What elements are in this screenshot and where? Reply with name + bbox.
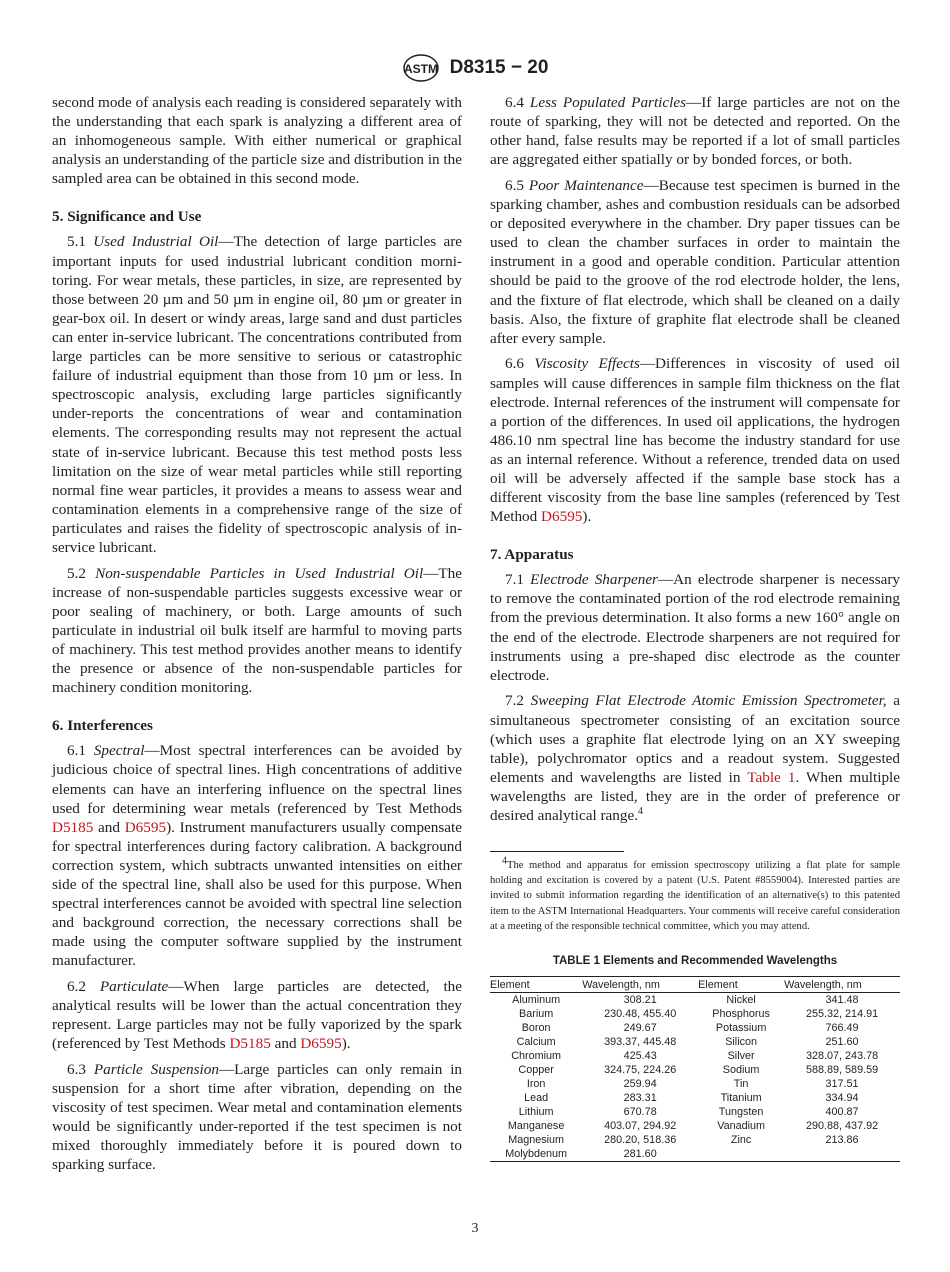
wavelength-cell: 670.78 xyxy=(623,1106,657,1119)
footnote-divider xyxy=(490,851,624,852)
wavelength-cell xyxy=(784,1147,900,1162)
paragraph-text: The detection of large particles are important inputs for used industrial lubricant condition morni-toring. For wear metals, these particles, in size, are represented by those between 20 µm and 50 µm in engine oil, 80 µm or greater in gear-box oil. In desert or windy areas, large sand and dust particles can enter in-service lubricant. The concentrations contributed from large particles can be more sensitive to serious or catastrophic failure of industrial equipment than those from 10 µm or less. In spectroscopic analysis, excluding large particles significantly under-reports the concentrations of wear and contamination elements. The corresponding results may not represent the actual state of in-service lubricant. Because this test method posts less limitation on the size of wear metal particles while still reporting normal fine wear particles, it provides a means to assess wear and contamination elements in a comprehensive range of the size of particulates and raises the fidelity of spectroscopic analysis of in-service lubricant. xyxy=(52,233,462,556)
wavelength-cell: 403.07, 294.92 xyxy=(604,1120,677,1133)
element-cell: Phosphorus xyxy=(712,1008,770,1021)
paragraph-number: 6.3 xyxy=(67,1061,86,1078)
table-row xyxy=(490,1035,900,1049)
paragraph-text: second mode of analysis each reading is considered separately with the understanding that each spark is analyzing a different area of an inhomogeneous sample. With either numerical or graphical analysis an understanding of the particle size and distribution in the sampled area can be obtained in this second mode. xyxy=(52,94,462,188)
paragraph-number: 6.1 xyxy=(67,742,86,760)
column-header: Wavelength, nm xyxy=(784,977,900,993)
element-cell: Tin xyxy=(733,1078,749,1091)
astm-logo-icon xyxy=(402,53,440,83)
wavelength-cell: 255.32, 214.91 xyxy=(806,1008,879,1021)
paragraph-title: Poor Maintenance xyxy=(528,176,644,194)
element-cell: Titanium xyxy=(720,1092,762,1105)
table-row xyxy=(490,1049,900,1063)
wavelength-cell: 324.75, 224.26 xyxy=(604,1064,677,1077)
paragraph-text: ). xyxy=(582,508,592,526)
table-row xyxy=(490,1147,900,1162)
table-row xyxy=(490,1077,900,1091)
wavelength-cell: 317.51 xyxy=(825,1078,859,1091)
paragraph-number: 6.2 xyxy=(67,978,86,996)
paragraph-text: An electrode sharpener is necessary to remove the contaminated portion of the rod electrode remaining from the previous determination. It also forms a new 160° angle on the end of the electrode. Electrode sharpeners are not required for instruments using a pre-shaped disc electrode as the counter electrode. xyxy=(490,571,901,684)
table-row xyxy=(490,1007,900,1021)
element-cell: Silicon xyxy=(725,1036,758,1049)
wavelength-cell: 393.37, 445.48 xyxy=(604,1036,677,1049)
wavelength-cell: 251.60 xyxy=(825,1036,859,1049)
table-row xyxy=(490,1063,900,1077)
paragraph-text: If large particles are not on the route of sparking, they will not be detected and reported. On the other hand, false results may be reported if a lot of small particles are aggregated either spatially or by bonded forces, or both. xyxy=(490,94,900,169)
wavelength-cell: 259.94 xyxy=(623,1078,657,1091)
paragraph-title: Particle Suspension xyxy=(93,1061,219,1078)
left-column xyxy=(52,93,462,1181)
reference-link[interactable]: D5185 xyxy=(229,1035,271,1053)
paragraph-text: The increase of non-suspendable particles suggests excessive wear or poor sealing of machinery, or both. Large amounts of such particulate in industrial oil bulk itself are harmful to moving parts of machinery. This test method provides another means to identify the presence or absence of the non-suspendable particles for machinery condition monitoring. xyxy=(52,564,462,697)
paragraph-number: 7.1 xyxy=(505,571,524,589)
paragraph-text: and xyxy=(93,818,125,836)
paragraph-text: Large particles can only remain in suspension for a short time after vibration, depending on the viscosity of test specimen. Wear metal and contamination elements would be significantly under-reported if the test specimen is not mixed thoroughly immediately before it is poured down to sparking surface. xyxy=(52,1061,463,1174)
element-cell xyxy=(698,1147,784,1162)
paragraph-title: Viscosity Effects xyxy=(534,355,640,373)
wavelength-cell: 290.88, 437.92 xyxy=(806,1120,879,1133)
paragraph: 6.5 Poor Maintenance—Because test specimen is burned in the sparking chamber, ashes and combustion residuals can be adsorbed or deposited everywhere in the chamber. Dry paper tissues can be used to clean the chamber surfaces in order to maintain the instrument in a good and operable condition. Particular attention should be paid to the groove of the rod electrode holder, the lens, and the fixture of flat electrode, which shall be cleaned on a daily basis. Also, the fixture of graphite flat electrode shall be cleaned after every sample. xyxy=(490,176,900,347)
element-cell: Tungsten xyxy=(718,1106,764,1119)
element-cell: Silver xyxy=(727,1050,755,1063)
element-cell: Iron xyxy=(526,1078,546,1091)
section-heading: 7. Apparatus xyxy=(490,546,574,564)
paragraph-text: . When multiple wavelengths are listed, they are in the order of preference or desired analytical range. xyxy=(490,768,901,824)
paragraph-number: 5.1 xyxy=(67,233,86,251)
table-row xyxy=(490,1021,900,1035)
reference-link[interactable]: D6595 xyxy=(541,508,583,526)
right-column xyxy=(490,93,900,1162)
paragraph-text: Most spectral interferences can be avoided by judicious choice of spectral lines. High concentrations of additive elements can have an interfering influence on the spectral lines used for determining wear metals (referenced by Test Methods xyxy=(52,742,462,817)
wavelength-cell: 230.48, 455.40 xyxy=(604,1008,677,1021)
wavelength-cell: 425.43 xyxy=(623,1050,657,1063)
paragraph-text: a simultaneous spectrometer consisting of an excitation source (which uses a graphite flat electrode lying on an XY sweeping table), polychromator optics and a readout system. Suggested elements and wavelengths are listed in xyxy=(490,692,901,786)
column-header: Element xyxy=(698,977,784,993)
reference-link[interactable]: D6595 xyxy=(300,1035,342,1053)
paragraph-title: Less Populated Particles xyxy=(529,94,686,111)
paragraph-number: 6.5 xyxy=(505,176,524,194)
paragraph: 6.3 Particle Suspension—Large particles can only remain in suspension for a short time after vibration, depending on the viscosity of test specimen. Wear metal and contamination elements would be significantly under-reported if the test specimen is not mixed thoroughly immediately before it is poured down to sparking surface. xyxy=(52,1061,463,1174)
paragraph-title: Sweeping Flat Electrode Atomic Emission Spectrometer, xyxy=(530,692,887,710)
wavelength-cell: 308.21 xyxy=(623,994,657,1007)
footnote-text: The method and apparatus for emission spectroscopy utilizing a flat plate for sample holding and excitation is covered by a patent (U.S. Patent #8559004). Interested parties are invited to submit information regarding the identification of an alternative(s) to this patented item to the ASTM International Headquarters. Your comments will receive careful consideration at a meeting of the responsible technical committee, which you may attend. xyxy=(490,860,900,932)
page-number: 3 xyxy=(471,1221,479,1236)
footnote-mark: 4 xyxy=(502,855,507,867)
paragraph-title: Electrode Sharpener xyxy=(530,571,658,589)
paragraph-text: When large particles are detected, the analytical results will be lower than the actual concentration they represent. Large particles may not be fully vaporized by the spark (referenced by Test Methods xyxy=(52,978,463,1053)
paragraph-title: Non-suspendable Particles in Used Industrial Oil xyxy=(95,564,424,582)
element-cell: Magnesium xyxy=(508,1134,565,1147)
paragraph-text: ). Instrument manufacturers usually compensate for spectral interferences during factory calibration. A background correction system, which subtracts unwanted intensities on either side of the spectral line, shall also be used for this purpose. When spectral interferences cannot be avoided with spectral line selection and background correction, the necessary corrections shall be made using the computer software supplied by the instrument manufacturer. xyxy=(52,818,463,970)
paragraph: 6.2 Particulate—When large particles are detected, the analytical results will be lower than the actual concentration they represent. Large particles may not be fully vaporized by the spark (referenced by Test Methods D5185 and D6595). xyxy=(52,978,463,1053)
table-1 xyxy=(490,952,900,1162)
section-heading: 5. Significance and Use xyxy=(52,208,202,226)
paragraph xyxy=(490,691,900,825)
paragraph xyxy=(52,93,462,188)
table-row xyxy=(490,1133,900,1147)
wavelength-cell: 588.89, 589.59 xyxy=(806,1064,879,1077)
wavelength-cell: 328.07, 243.78 xyxy=(806,1050,879,1063)
table-row xyxy=(490,1119,900,1133)
paragraph: 7.1 Electrode Sharpener—An electrode sharpener is necessary to remove the contaminated portion of the rod electrode remaining from the previous determination. It also forms a new 160° angle on the end of the electrode. Electrode sharpeners are not required for instruments using a pre-shaped disc electrode as the counter electrode. xyxy=(490,571,901,684)
page-header xyxy=(0,53,950,83)
wavelength-cell: 400.87 xyxy=(825,1106,859,1119)
element-cell: Sodium xyxy=(722,1064,760,1077)
wavelength-cell: 213.86 xyxy=(825,1134,859,1147)
table-row xyxy=(490,993,900,1008)
reference-link[interactable]: D6595 xyxy=(124,818,167,836)
paragraph-text: Because test specimen is burned in the sparking chamber, ashes and combustion residuals can be adsorbed or deposited everywhere in the chamber. Dry paper tissues can be used to clean the chamber surfaces in order to maintain the instrument in a good and operable condition. Particular attention should be paid to the groove of the rod electrode holder, the lens, and the fixture of flat electrode, which shall be cleaned on a daily basis. Also, the fixture of graphite flat electrode shall be cleaned after every sample. xyxy=(490,176,900,347)
paragraph-number: 6.6 xyxy=(505,355,524,373)
paragraph-text: Differences in viscosity of used oil samples will cause differences in sample film thickness on the flat electrode. Internal references of the instrument will compensate for a portion of the differences. In used oil applications, the hydrogen 486.10 nm spectral line has become the industry standard for use as an internal reference. Without a reference, trended data on used oil will be adversely affected if the sample base stock has a different viscosity from the base line samples (referenced by Test Method xyxy=(490,355,900,526)
wavelength-cell: 766.49 xyxy=(825,1022,859,1035)
column-header: Element xyxy=(490,977,582,993)
document-designation: D8315 − 20 xyxy=(449,57,549,78)
element-cell: Aluminum xyxy=(512,994,561,1007)
element-cell: Chromium xyxy=(511,1050,562,1063)
reference-link[interactable]: Table 1 xyxy=(747,768,796,786)
element-cell: Calcium xyxy=(516,1036,556,1049)
element-cell: Nickel xyxy=(726,994,756,1007)
wavelength-cell: 334.94 xyxy=(825,1092,859,1105)
element-cell: Lead xyxy=(524,1092,549,1105)
element-cell: Potassium xyxy=(715,1022,767,1035)
paragraph-text: and xyxy=(270,1035,301,1053)
footnote xyxy=(490,855,900,934)
footnote-reference[interactable]: 4 xyxy=(638,805,644,817)
column-header: Wavelength, nm xyxy=(582,977,698,993)
wavelength-cell: 341.48 xyxy=(825,994,859,1007)
wavelength-cell: 249.67 xyxy=(623,1022,657,1035)
element-cell: Zinc xyxy=(730,1134,752,1147)
paragraph-number: 6.4 xyxy=(505,94,524,111)
paragraph-number: 7.2 xyxy=(505,692,524,710)
paragraph: 5.1 Used Industrial Oil—The detection of large particles are important inputs for used industrial lubricant condition morni-toring. For wear metals, these particles, in size, are represented by those between 20 µm and 50 µm in engine oil, 80 µm or greater in gear-box oil. In desert or windy areas, large sand and dust particles can enter in-service lubricant. The concentrations contributed from large particles can be more sensitive to serious or catastrophic failure of industrial equipment than those from 10 µm or less. In spectroscopic analysis, excluding large particles significantly under-reports the concentrations of wear and contamination elements. The corresponding results may not represent the actual state of in-service lubricant. Because this test method posts less limitation on the size of wear metal particles while still reporting normal fine wear particles, it provides a means to assess wear and contamination elements in a comprehensive range of the size of particulates and raises the fidelity of spectroscopic analysis of in-service lubricant. xyxy=(52,233,462,556)
wavelength-cell: 280.20, 518.36 xyxy=(604,1134,677,1147)
element-cell: Boron xyxy=(521,1022,551,1035)
section-heading: 6. Interferences xyxy=(52,717,153,735)
paragraph: 5.2 Non-suspendable Particles in Used Industrial Oil—The increase of non-suspendable particles suggests excessive wear or poor sealing of machinery, or both. Large amounts of such particulate in industrial oil bulk itself are harmful to moving parts of machinery. This test method provides another means to identify the presence or absence of the non-suspendable particles for machinery condition monitoring. xyxy=(52,564,462,697)
table-row xyxy=(490,1105,900,1119)
element-cell: Copper xyxy=(518,1064,554,1077)
wavelength-table xyxy=(490,976,900,1162)
paragraph: 6.1 Spectral—Most spectral interferences can be avoided by judicious choice of spectral lines. High concentrations of additive elements can have an interfering influence on the spectral lines used for determining wear metals (referenced by Test Methods D5185 and D6595). Instrument manufacturers usually compensate for spectral interferences during factory calibration. A background correction system, which subtracts unwanted intensities on either side of the spectral line, shall also be used for this purpose. When spectral interferences cannot be avoided with spectral line selection and background correction, the necessary corrections shall be made using the computer software supplied by the instrument manufacturer. xyxy=(52,742,463,970)
paragraph-title: Particulate xyxy=(99,978,169,996)
wavelength-cell: 281.60 xyxy=(623,1148,657,1161)
table-caption: TABLE 1 Elements and Recommended Wavelengths xyxy=(552,955,838,968)
paragraph-title: Used Industrial Oil xyxy=(93,233,219,251)
element-cell: Molybdenum xyxy=(505,1148,568,1161)
paragraph-text: ). xyxy=(341,1035,351,1053)
paragraph-number: 5.2 xyxy=(67,564,86,582)
element-cell: Lithium xyxy=(518,1106,554,1119)
wavelength-cell: 283.31 xyxy=(623,1092,657,1105)
element-cell: Barium xyxy=(519,1008,554,1021)
element-cell: Manganese xyxy=(507,1120,565,1133)
paragraph-title: Spectral xyxy=(93,742,145,760)
svg-text:ASTM: ASTM xyxy=(403,62,438,76)
paragraph: 6.6 Viscosity Effects—Differences in viscosity of used oil samples will cause differences in sample film thickness on the flat electrode. Internal references of the instrument will compensate for a portion of the differences. In used oil applications, the hydrogen 486.10 nm spectral line has become the industry standard for use as an internal reference. Without a reference, trended data on used oil will be adversely affected if the sample base stock has a different viscosity from the base line samples (referenced by Test Method D6595). xyxy=(490,355,900,526)
reference-link[interactable]: D5185 xyxy=(52,818,94,836)
table-row xyxy=(490,1091,900,1105)
element-cell: Vanadium xyxy=(717,1120,766,1133)
paragraph: 6.4 Less Populated Particles—If large particles are not on the route of sparking, they will not be detected and reported. On the other hand, false results may be reported if a lot of small particles are aggregated either spatially or by bonded forces, or both. xyxy=(490,94,900,169)
